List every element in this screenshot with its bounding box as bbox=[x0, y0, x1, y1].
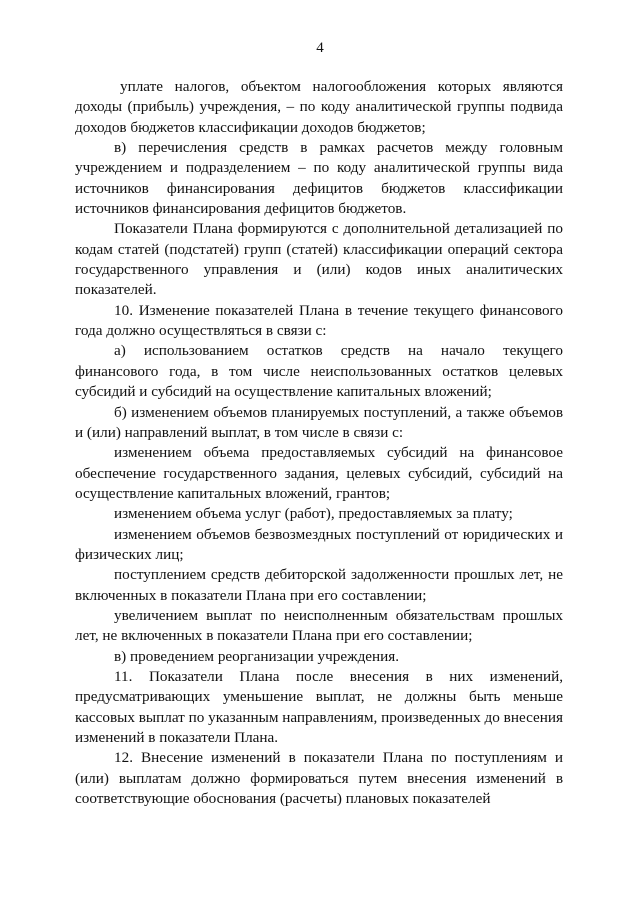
paragraph-gratuitous-receipts: изменением объемов безвозмездных поступлений от юридических и физических лиц; bbox=[75, 525, 563, 563]
page-number: 4 bbox=[316, 40, 324, 56]
paragraph-clause-12: 12. Внесение изменений в показатели Плана по поступлениям и (или) выплатам должно формироваться путем внесения изменений в соответствующие обоснования (расчеты) плановых показателей bbox=[75, 749, 563, 808]
paragraph-paid-services-change: изменением объема услуг (работ), предоставляемых за плату; bbox=[114, 505, 513, 523]
paragraph-clause-11: 11. Показатели Плана после внесения в них изменений, предусматривающих уменьшение выплат, не должны быть меньше кассовых выплат по указанным направлениям, произведенных до внесения изменений в показатели Плана. bbox=[75, 667, 563, 746]
body-text bbox=[75, 77, 563, 809]
paragraph-clause-10-a: а) использованием остатков средств на начало текущего финансового года, в том числе неиспользованных остатков целевых субсидий и субсидий на осуществление капитальных вложений; bbox=[75, 342, 563, 401]
paragraph-subsidy-change: изменением объема предоставляемых субсидий на финансовое обеспечение государственного задания, целевых субсидий, субсидий на осуществление капитальных вложений, грантов; bbox=[75, 444, 563, 502]
paragraph-unfulfilled-obligations: увеличением выплат по неисполненным обязательствам прошлых лет, не включенных в показатели Плана при его составлении; bbox=[75, 606, 563, 645]
paragraph-plan-detailing: Показатели Плана формируются с дополнительной детализацией по кодам статей (подстатей) групп (статей) классификации операций сектора государственного управления и (или) кодов иных аналитических показателей. bbox=[75, 220, 563, 299]
paragraph-clause-10-v: в) проведением реорганизации учреждения. bbox=[114, 647, 400, 665]
paragraph-clause-10: 10. Изменение показателей Плана в течение текущего финансового года должно осуществляться в связи с: bbox=[75, 301, 563, 340]
paragraph-taxes-continuation: уплате налогов, объектом налогообложения которых являются доходы (прибыль) учреждения, – по коду аналитической группы подвида доходов бюджетов классификации доходов бюджетов; bbox=[75, 78, 563, 136]
paragraph-item-v-transfers: в) перечисления средств в рамках расчетов между головным учреждением и подразделением – по коду аналитической группы вида источников финансирования дефицитов бюджетов классификации источников финансирования дефицитов бюджетов. bbox=[75, 139, 563, 218]
paragraph-receivables: поступлением средств дебиторской задолженности прошлых лет, не включенных в показатели Плана при его составлении; bbox=[75, 566, 563, 604]
paragraph-clause-10-b: б) изменением объемов планируемых поступлений, а также объемов и (или) направлений выплат, в том числе в связи с: bbox=[75, 403, 563, 441]
